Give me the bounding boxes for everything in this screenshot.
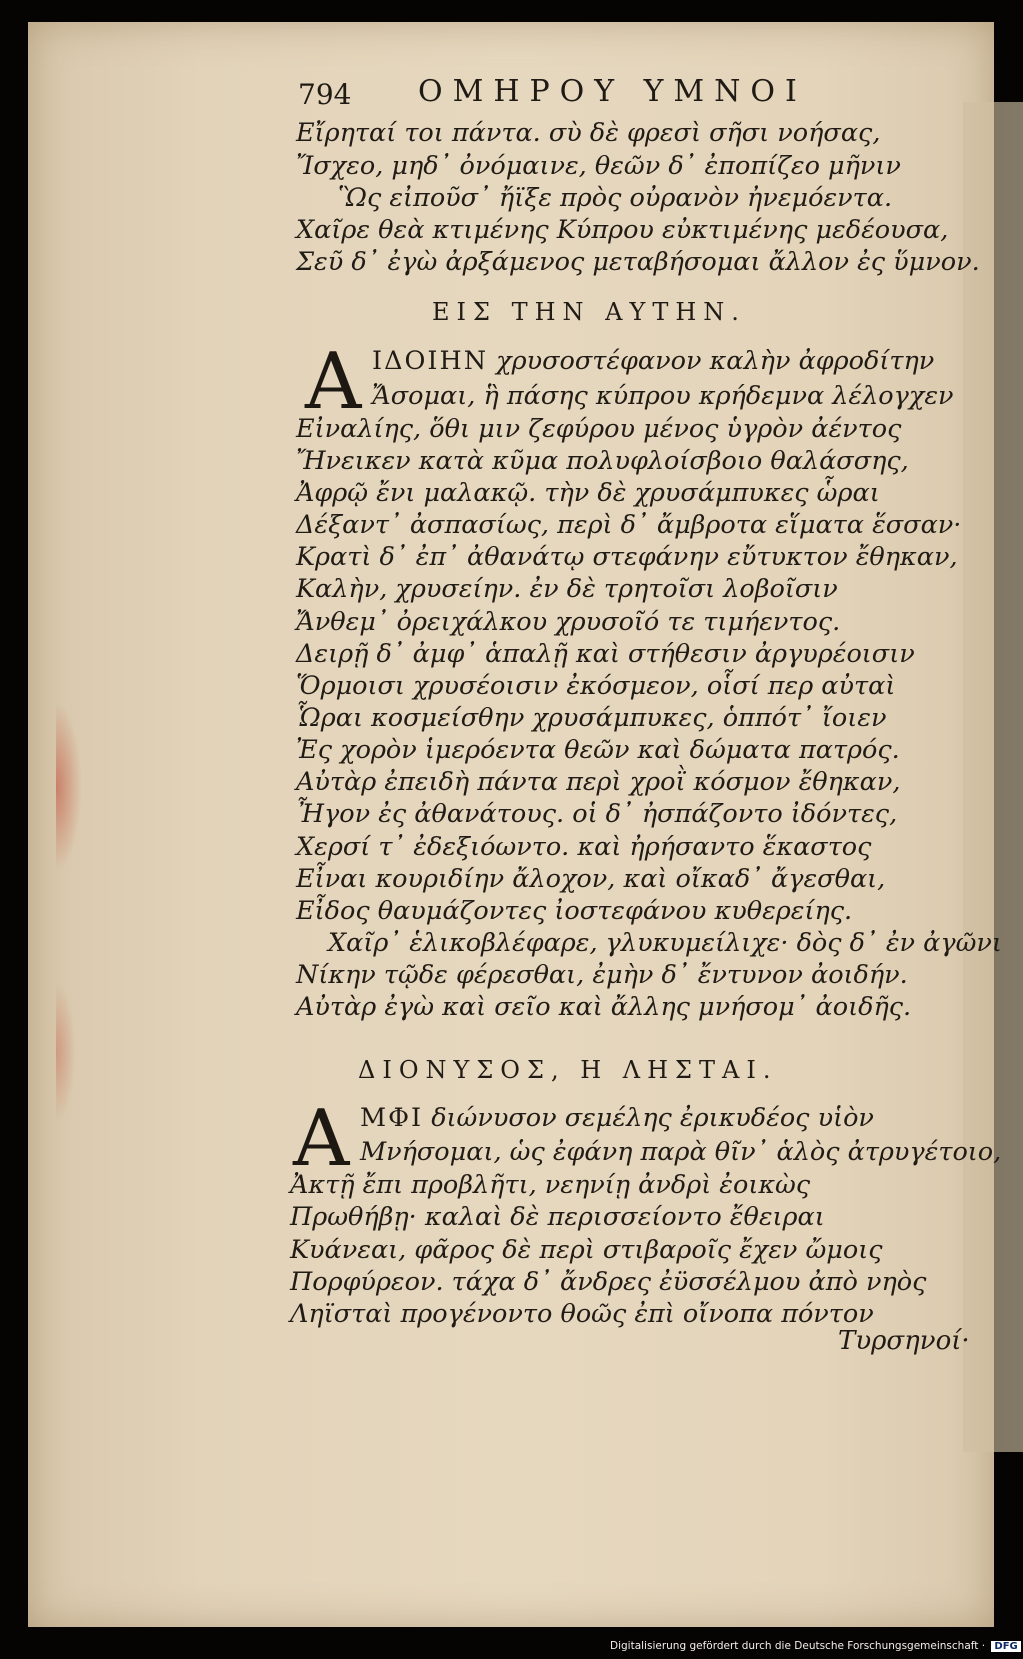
section-title: ΔΙΟΝΥΣΟΣ, Η ΛΗΣΤΑΙ. [358, 1056, 778, 1084]
verse-line: Ἄσομαι, ἣ πάσης κύπρου κρήδεμνα λέλογχεν [372, 381, 954, 411]
catchword: Τυρσηνοί· [838, 1326, 970, 1356]
verse-line: Εἶδος θαυμάζοντες ἰοστεφάνου κυθερείης. [296, 896, 853, 926]
first-line-rest: χρυσοστέφανον καλὴν ἀφροδίτην [496, 346, 935, 376]
verse-line: Κρατὶ δ᾽ ἐπ᾽ ἀθανάτῳ στεφάνην εὔτυκτον ἔθηκαν, [296, 542, 958, 572]
verse-line: Νίκην τῷδε φέρεσθαι, ἐμὴν δ᾽ ἔντυνον ἀοιδήν. [296, 960, 908, 990]
first-word-caps: ΙΔΟΙΗΝ [372, 346, 489, 376]
page-stain [56, 702, 82, 872]
running-title: ΟΜΗΡΟΥ ΥΜΝΟΙ [418, 74, 807, 109]
page-header [298, 72, 838, 116]
dfg-logo: DFG [991, 1641, 1020, 1652]
drop-capital: Α [305, 337, 362, 427]
verse-line: Χερσί τ᾽ ἐδεξιόωντο. καὶ ἠρήσαντο ἕκαστος [296, 832, 872, 862]
verse-line: Ἤνεικεν κατὰ κῦμα πολυφλοίσβοιο θαλάσσης, [296, 446, 909, 476]
verse-line: Αὐτὰρ ἐγὼ καὶ σεῖο καὶ ἄλλης μνήσομ᾽ ἀοιδῆς. [296, 992, 912, 1022]
verse-line: Ἴσχεο, μηδ᾽ ὀνόμαινε, θεῶν δ᾽ ἐποπίζεο μῆνιν [296, 151, 901, 181]
verse-line: Κυάνεαι, φᾶρος δὲ περὶ στιβαροῖς ἔχεν ὤμοις [290, 1235, 883, 1265]
footer-text: Digitalisierung gefördert durch die Deutsche Forschungsgemeinschaft · [610, 1640, 986, 1652]
verse-line: Χαῖρ᾽ ἑλικοβλέφαρε, γλυκυμείλιχε· δὸς δ᾽ ἐν ἀγῶνι [328, 928, 1002, 958]
verse-line: Εἰναλίης, ὅθι μιν ζεφύρου μένος ὑγρὸν ἀέντος [296, 414, 902, 444]
section-title: ΕΙΣ ΤΗΝ ΑΥΤΗΝ. [432, 298, 746, 326]
verse-line: Πορφύρεον. τάχα δ᾽ ἄνδρες ἐϋσσέλμου ἀπὸ νηὸς [290, 1267, 927, 1297]
first-word-caps: ΜΦΙ [360, 1103, 424, 1133]
verse-line: Δειρῇ δ᾽ ἀμφ᾽ ἁπαλῇ καὶ στήθεσιν ἀργυρέοισιν [296, 639, 915, 669]
page-edge-shadow [963, 102, 1023, 1452]
page-stain [56, 982, 76, 1122]
verse-line: Ἀκτῇ ἔπι προβλῆτι, νεηνίῃ ἀνδρὶ ἐοικὼς [290, 1170, 811, 1200]
verse-line: Πρωθήβῃ· καλαὶ δὲ περισσείοντο ἔθειραι [290, 1202, 825, 1232]
verse-line: Ἐς χορὸν ἱμερόεντα θεῶν καὶ δώματα πατρός. [296, 735, 900, 765]
verse-line: Ἀφρῷ ἔνι μαλακῷ. τὴν δὲ χρυσάμπυκες ὧραι [296, 478, 880, 508]
drop-capital: Α [293, 1094, 350, 1184]
verse-line: Αὐτὰρ ἐπειδὴ πάντα περὶ χροῒ κόσμον ἔθηκαν, [296, 767, 901, 797]
verse-line: Καλὴν, χρυσείην. ἐν δὲ τρητοῖσι λοβοῖσιν [296, 574, 838, 604]
verse-line: Μνήσομαι, ὡς ἐφάνη παρὰ θῖν᾽ ἁλὸς ἀτρυγέτοιο, [360, 1137, 1002, 1167]
verse-line: Ὅρμοισι χρυσέοισιν ἐκόσμεον, οἷσί περ αὐταὶ [296, 671, 896, 701]
verse-line: Χαῖρε θεὰ κτιμένης Κύπρου εὐκτιμένης μεδέουσα, [296, 215, 949, 245]
verse-line-first [372, 346, 934, 376]
footer-credit [610, 1640, 1018, 1659]
verse-line-first [360, 1103, 874, 1133]
verse-line: Ὣς εἰποῦσ᾽ ἤϊξε πρὸς οὐρανὸν ἠνεμόεντα. [338, 183, 893, 213]
first-line-rest: διώνυσον σεμέλης ἐρικυδέος υἱὸν [431, 1103, 874, 1133]
verse-line: Εἶναι κουριδίην ἄλοχον, καὶ οἴκαδ᾽ ἄγεσθαι, [296, 864, 886, 894]
verse-line: Ἦγον ἐς ἀθανάτους. οἱ δ᾽ ἠσπάζοντο ἰδόντες, [296, 799, 898, 829]
verse-line: Δέξαντ᾽ ἀσπασίως, περὶ δ᾽ ἄμβροτα εἵματα ἕσσαν· [296, 510, 962, 540]
verse-line: Ὧραι κοσμείσθην χρυσάμπυκες, ὁππότ᾽ ἴοιεν [296, 703, 887, 733]
verse-line: Εἴρηταί τοι πάντα. σὺ δὲ φρεσὶ σῆσι νοήσας, [296, 118, 881, 148]
verse-line: Ληϊσταὶ προγένοντο θοῶς ἐπὶ οἴνοπα πόντον [290, 1299, 874, 1329]
verse-line: Σεῦ δ᾽ ἐγὼ ἀρξάμενος μεταβήσομαι ἄλλον ἐς ὕμνον. [296, 247, 980, 277]
page-number: 794 [298, 78, 352, 111]
verse-line: Ἄνθεμ᾽ ὀρειχάλκου χρυσοῖό τε τιμήεντος. [296, 607, 841, 637]
